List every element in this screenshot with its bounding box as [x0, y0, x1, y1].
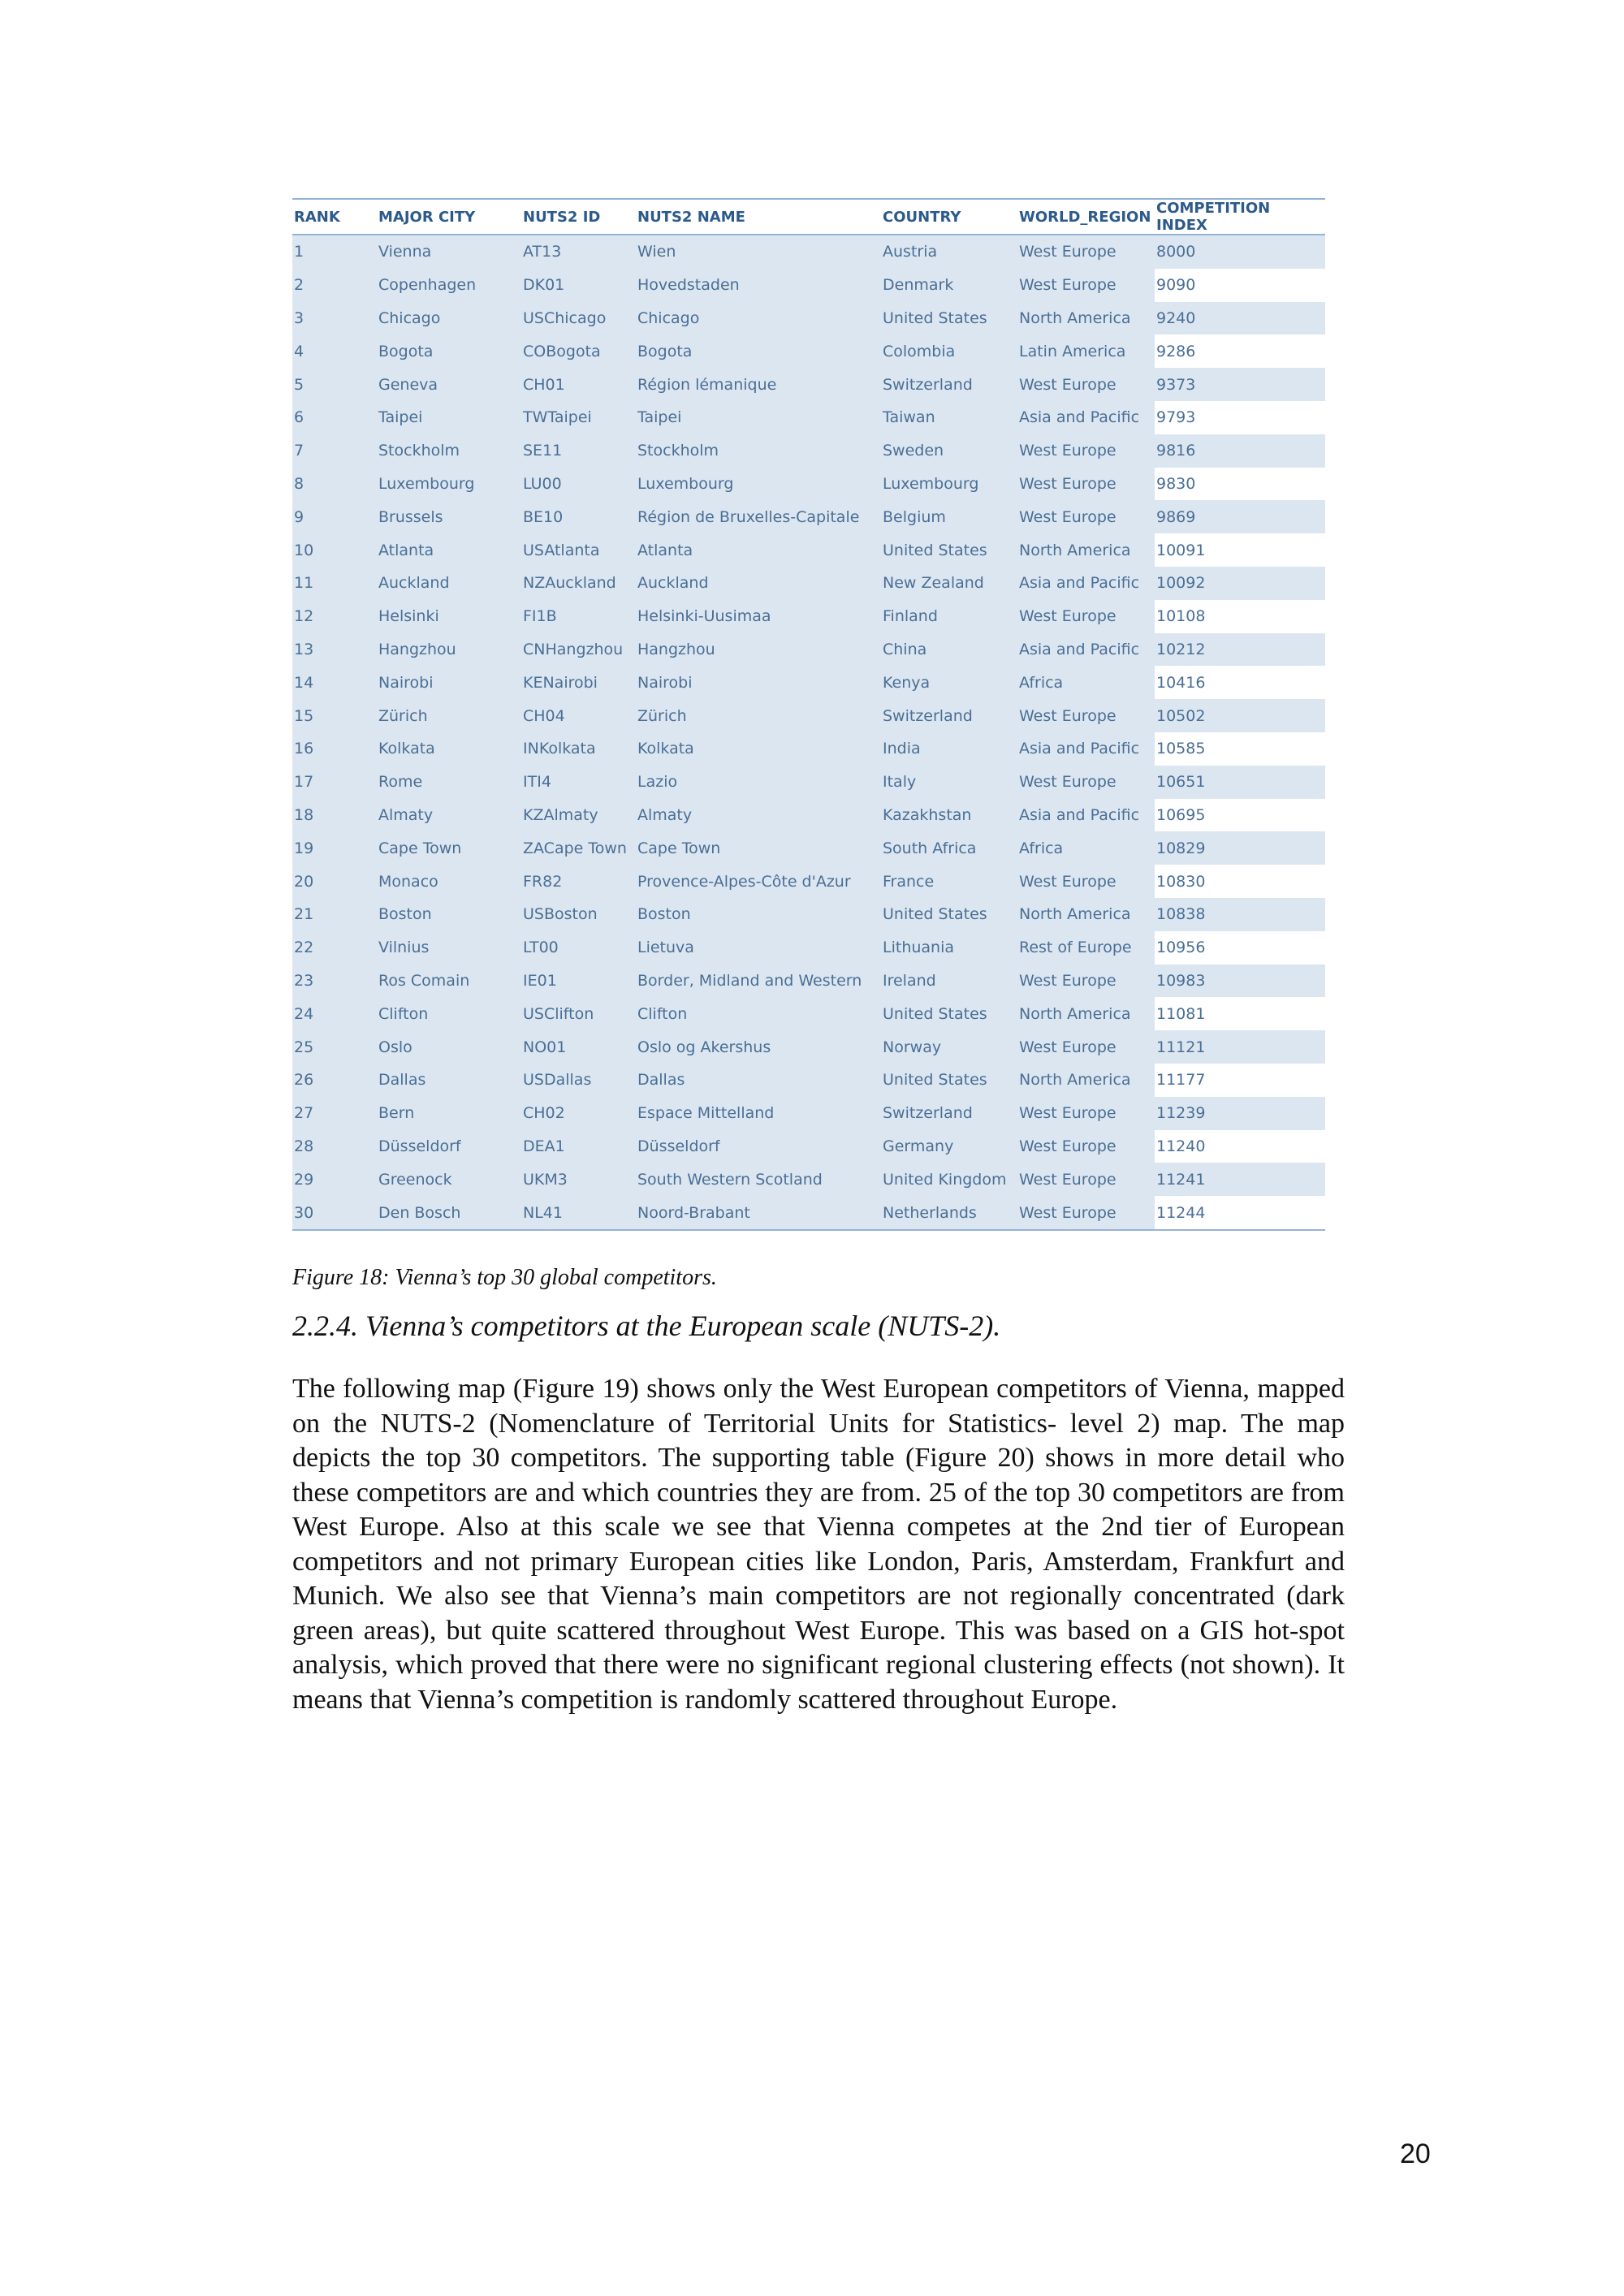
table-cell: BE10 [521, 500, 636, 533]
table-cell: Switzerland [881, 1097, 1017, 1130]
table-cell: 2 [292, 269, 377, 302]
table-row [292, 865, 1325, 898]
table-cell: Rest of Europe [1017, 931, 1155, 965]
table-cell: Denmark [881, 269, 1017, 302]
table-row [292, 500, 1325, 533]
table-cell: 20 [292, 865, 377, 898]
table-cell: 4 [292, 334, 377, 368]
table-cell: 30 [292, 1196, 377, 1230]
table-cell: Kolkata [377, 732, 521, 766]
table-cell: 1 [292, 235, 377, 269]
table-cell: Provence-Alpes-Côte d'Azur [636, 865, 881, 898]
table-cell: ITI4 [521, 766, 636, 799]
table-cell: Bern [377, 1097, 521, 1130]
table-cell: Vilnius [377, 931, 521, 965]
column-header: COMPETITION INDEX [1155, 199, 1325, 235]
table-cell: Ros Comain [377, 965, 521, 998]
table-cell: South Africa [881, 831, 1017, 865]
table-cell: Oslo og Akershus [636, 1030, 881, 1064]
table-cell: 28 [292, 1130, 377, 1163]
table-cell: Hovedstaden [636, 269, 881, 302]
section-heading: 2.2.4. Vienna’s competitors at the European scale (NUTS-2). [292, 1310, 1001, 1342]
table-cell: KENairobi [521, 666, 636, 699]
table-cell: 8 [292, 468, 377, 501]
table-cell: North America [1017, 533, 1155, 567]
table-cell: 10092 [1155, 567, 1325, 600]
table-cell: USChicago [521, 302, 636, 335]
table-cell: West Europe [1017, 235, 1155, 269]
table-cell: West Europe [1017, 600, 1155, 633]
table-cell: Border, Midland and Western [636, 965, 881, 998]
table-cell: ZACape Town [521, 831, 636, 865]
table-row [292, 732, 1325, 766]
table-cell: Helsinki-Uusimaa [636, 600, 881, 633]
table-cell: North America [1017, 1064, 1155, 1097]
table-row [292, 1163, 1325, 1196]
table-cell: 10585 [1155, 732, 1325, 766]
table-cell: 10830 [1155, 865, 1325, 898]
table-cell: Auckland [636, 567, 881, 600]
table-cell: CH02 [521, 1097, 636, 1130]
table-cell: Almaty [636, 799, 881, 832]
table-row [292, 600, 1325, 633]
table-cell: Kenya [881, 666, 1017, 699]
table-row [292, 633, 1325, 667]
table-cell: NL41 [521, 1196, 636, 1230]
table-row [292, 1064, 1325, 1097]
table-cell: Boston [377, 898, 521, 931]
table-row [292, 1130, 1325, 1163]
table-row [292, 699, 1325, 732]
table-cell: 29 [292, 1163, 377, 1196]
table-cell: Belgium [881, 500, 1017, 533]
table-cell: 12 [292, 600, 377, 633]
table-row [292, 269, 1325, 302]
table-cell: North America [1017, 302, 1155, 335]
table-cell: Taiwan [881, 401, 1017, 434]
table-cell: Den Bosch [377, 1196, 521, 1230]
table-row [292, 334, 1325, 368]
table-cell: Cape Town [377, 831, 521, 865]
table-cell: Asia and Pacific [1017, 567, 1155, 600]
table-cell: Noord-Brabant [636, 1196, 881, 1230]
table-cell: Dallas [636, 1064, 881, 1097]
table-cell: 9816 [1155, 434, 1325, 468]
table-cell: USAtlanta [521, 533, 636, 567]
table-cell: USBoston [521, 898, 636, 931]
table-cell: Austria [881, 235, 1017, 269]
table-cell: 10956 [1155, 931, 1325, 965]
table-cell: UKM3 [521, 1163, 636, 1196]
table-cell: 16 [292, 732, 377, 766]
table-cell: Luxembourg [881, 468, 1017, 501]
table-cell: United States [881, 533, 1017, 567]
table-cell: Finland [881, 600, 1017, 633]
table-cell: Chicago [636, 302, 881, 335]
table-cell: USClifton [521, 997, 636, 1030]
table-cell: West Europe [1017, 1030, 1155, 1064]
table-row [292, 898, 1325, 931]
table-cell: COBogota [521, 334, 636, 368]
table-cell: North America [1017, 898, 1155, 931]
table-row [292, 1196, 1325, 1230]
table-cell: 9373 [1155, 368, 1325, 401]
table-cell: 9 [292, 500, 377, 533]
table-cell: 9793 [1155, 401, 1325, 434]
figure-caption: Figure 18: Vienna’s top 30 global competitors. [292, 1265, 717, 1290]
table-cell: West Europe [1017, 1097, 1155, 1130]
table-cell: West Europe [1017, 368, 1155, 401]
table-cell: Norway [881, 1030, 1017, 1064]
table-cell: Atlanta [636, 533, 881, 567]
table-row [292, 997, 1325, 1030]
table-cell: 9869 [1155, 500, 1325, 533]
table-cell: West Europe [1017, 434, 1155, 468]
table-cell: 18 [292, 799, 377, 832]
table-cell: Sweden [881, 434, 1017, 468]
table-cell: 19 [292, 831, 377, 865]
table-cell: USDallas [521, 1064, 636, 1097]
table-cell: NO01 [521, 1030, 636, 1064]
table-row [292, 235, 1325, 269]
table-cell: Wien [636, 235, 881, 269]
table-cell: China [881, 633, 1017, 667]
table-cell: Espace Mittelland [636, 1097, 881, 1130]
table-cell: Clifton [377, 997, 521, 1030]
table-cell: Latin America [1017, 334, 1155, 368]
table-cell: Région de Bruxelles-Capitale [636, 500, 881, 533]
table-cell: 10838 [1155, 898, 1325, 931]
table-cell: 14 [292, 666, 377, 699]
table-cell: Oslo [377, 1030, 521, 1064]
table-cell: DEA1 [521, 1130, 636, 1163]
table-cell: 25 [292, 1030, 377, 1064]
table-row [292, 799, 1325, 832]
table-cell: 7 [292, 434, 377, 468]
table-cell: West Europe [1017, 766, 1155, 799]
table-cell: United States [881, 1064, 1017, 1097]
table-cell: Asia and Pacific [1017, 633, 1155, 667]
table-cell: Chicago [377, 302, 521, 335]
table-cell: Stockholm [636, 434, 881, 468]
table-cell: 8000 [1155, 235, 1325, 269]
table-cell: Helsinki [377, 600, 521, 633]
column-header: MAJOR CITY [377, 199, 521, 235]
table-row [292, 533, 1325, 567]
table-cell: West Europe [1017, 1163, 1155, 1196]
table-cell: Ireland [881, 965, 1017, 998]
table-cell: Zürich [377, 699, 521, 732]
table-cell: 10651 [1155, 766, 1325, 799]
table-cell: 9286 [1155, 334, 1325, 368]
table-cell: LT00 [521, 931, 636, 965]
table-cell: 10108 [1155, 600, 1325, 633]
table-cell: 11244 [1155, 1196, 1325, 1230]
table-cell: 11177 [1155, 1064, 1325, 1097]
table-cell: Lithuania [881, 931, 1017, 965]
table-cell: New Zealand [881, 567, 1017, 600]
table-cell: 11241 [1155, 1163, 1325, 1196]
table-cell: 5 [292, 368, 377, 401]
table-row [292, 302, 1325, 335]
table-cell: 11240 [1155, 1130, 1325, 1163]
table-cell: 9090 [1155, 269, 1325, 302]
table-cell: West Europe [1017, 500, 1155, 533]
table-cell: West Europe [1017, 865, 1155, 898]
table-cell: FI1B [521, 600, 636, 633]
table-cell: United States [881, 302, 1017, 335]
table-row [292, 434, 1325, 468]
table-cell: CH01 [521, 368, 636, 401]
table-cell: Taipei [636, 401, 881, 434]
table-cell: 11081 [1155, 997, 1325, 1030]
table-cell: West Europe [1017, 1130, 1155, 1163]
table-cell: Boston [636, 898, 881, 931]
table-cell: West Europe [1017, 1196, 1155, 1230]
table-cell: Brussels [377, 500, 521, 533]
table-cell: South Western Scotland [636, 1163, 881, 1196]
table-cell: Italy [881, 766, 1017, 799]
column-header: NUTS2 NAME [636, 199, 881, 235]
table-cell: 27 [292, 1097, 377, 1130]
table-row [292, 401, 1325, 434]
table-cell: Atlanta [377, 533, 521, 567]
body-paragraph: The following map (Figure 19) shows only the West European competitors of Vienna, mapped on the NUTS-2 (Nomenclature of Territorial Units for Statistics- level 2) map. The map depicts the top 30 competitors. The supporting table (Figure 20) shows in more detail who these competitors are and which countries they are from. 25 of the top 30 competitors are from West Europe. Also at this scale we see that Vienna competes at the 2nd tier of European competitors and not primary European cities like London, Paris, Amsterdam, Frankfurt and Munich. We also see that Vienna’s main competitors are not regionally concentrated (dark green areas), but quite scattered throughout West Europe. This was based on a GIS hot-spot analysis, which proved that there were no significant regional clustering effects (not shown). It means that Vienna’s competition is randomly scattered throughout Europe. [292, 1374, 1345, 1715]
table-cell: 10091 [1155, 533, 1325, 567]
table-cell: TWTaipei [521, 401, 636, 434]
table-cell: United States [881, 997, 1017, 1030]
column-header: RANK [292, 199, 377, 235]
table-row [292, 567, 1325, 600]
table-row [292, 831, 1325, 865]
table-cell: Bogota [636, 334, 881, 368]
table-cell: CNHangzhou [521, 633, 636, 667]
table-cell: 10 [292, 533, 377, 567]
table-cell: 10695 [1155, 799, 1325, 832]
table-cell: Luxembourg [377, 468, 521, 501]
table-cell: Hangzhou [636, 633, 881, 667]
table-cell: Asia and Pacific [1017, 732, 1155, 766]
table-cell: Asia and Pacific [1017, 401, 1155, 434]
page-number: 20 [1400, 2138, 1431, 2169]
table-cell: United States [881, 898, 1017, 931]
table-cell: SE11 [521, 434, 636, 468]
table-cell: CH04 [521, 699, 636, 732]
table-row [292, 1097, 1325, 1130]
table-cell: 10502 [1155, 699, 1325, 732]
table-cell: Greenock [377, 1163, 521, 1196]
table-cell: North America [1017, 997, 1155, 1030]
table-cell: 10212 [1155, 633, 1325, 667]
table-cell: Germany [881, 1130, 1017, 1163]
table-cell: FR82 [521, 865, 636, 898]
table-cell: 10829 [1155, 831, 1325, 865]
column-header: NUTS2 ID [521, 199, 636, 235]
column-header: COUNTRY [881, 199, 1017, 235]
table-cell: West Europe [1017, 699, 1155, 732]
table-cell: 15 [292, 699, 377, 732]
table-cell: Switzerland [881, 699, 1017, 732]
table-cell: Cape Town [636, 831, 881, 865]
table-cell: Colombia [881, 334, 1017, 368]
table-cell: Stockholm [377, 434, 521, 468]
table-cell: Netherlands [881, 1196, 1017, 1230]
table-cell: United Kingdom [881, 1163, 1017, 1196]
table-cell: Düsseldorf [377, 1130, 521, 1163]
table-cell: 11239 [1155, 1097, 1325, 1130]
table-cell: Dallas [377, 1064, 521, 1097]
table-cell: 22 [292, 931, 377, 965]
table-cell: France [881, 865, 1017, 898]
table-cell: Auckland [377, 567, 521, 600]
table-cell: 9830 [1155, 468, 1325, 501]
table-cell: AT13 [521, 235, 636, 269]
table-cell: Asia and Pacific [1017, 799, 1155, 832]
table-cell: Rome [377, 766, 521, 799]
table-cell: Düsseldorf [636, 1130, 881, 1163]
table-cell: Africa [1017, 831, 1155, 865]
table-cell: Taipei [377, 401, 521, 434]
table-cell: Lietuva [636, 931, 881, 965]
table-cell: 26 [292, 1064, 377, 1097]
table-cell: Monaco [377, 865, 521, 898]
table-cell: DK01 [521, 269, 636, 302]
table-cell: KZAlmaty [521, 799, 636, 832]
table-cell: INKolkata [521, 732, 636, 766]
table-cell: 23 [292, 965, 377, 998]
column-header: WORLD_REGION [1017, 199, 1155, 235]
table-cell: Luxembourg [636, 468, 881, 501]
table-row [292, 1030, 1325, 1064]
table-cell: 10983 [1155, 965, 1325, 998]
table-row [292, 368, 1325, 401]
table-cell: Clifton [636, 997, 881, 1030]
table-cell: Nairobi [636, 666, 881, 699]
table-cell: 11 [292, 567, 377, 600]
table-cell: 9240 [1155, 302, 1325, 335]
table-cell: West Europe [1017, 965, 1155, 998]
table-cell: 21 [292, 898, 377, 931]
table-cell: Zürich [636, 699, 881, 732]
table-row [292, 468, 1325, 501]
table-cell: Lazio [636, 766, 881, 799]
table-cell: 3 [292, 302, 377, 335]
table-row [292, 965, 1325, 998]
table-cell: 10416 [1155, 666, 1325, 699]
competitors-table-figure [292, 198, 1325, 1231]
table-cell: Copenhagen [377, 269, 521, 302]
table-cell: IE01 [521, 965, 636, 998]
table-cell: Almaty [377, 799, 521, 832]
table-cell: LU00 [521, 468, 636, 501]
table-row [292, 766, 1325, 799]
table-cell: Kazakhstan [881, 799, 1017, 832]
table-cell: Kolkata [636, 732, 881, 766]
table-cell: 17 [292, 766, 377, 799]
table-cell: 24 [292, 997, 377, 1030]
table-cell: West Europe [1017, 269, 1155, 302]
table-cell: Région lémanique [636, 368, 881, 401]
table-row [292, 931, 1325, 965]
table-cell: Switzerland [881, 368, 1017, 401]
table-cell: Geneva [377, 368, 521, 401]
table-cell: Vienna [377, 235, 521, 269]
table-cell: 13 [292, 633, 377, 667]
table-cell: NZAuckland [521, 567, 636, 600]
table-cell: Africa [1017, 666, 1155, 699]
competitors-table [292, 198, 1325, 1231]
table-cell: India [881, 732, 1017, 766]
table-cell: Hangzhou [377, 633, 521, 667]
table-header-row [292, 199, 1325, 235]
table-cell: 11121 [1155, 1030, 1325, 1064]
table-cell: 6 [292, 401, 377, 434]
table-body [292, 235, 1325, 1230]
table-cell: West Europe [1017, 468, 1155, 501]
table-cell: Bogota [377, 334, 521, 368]
table-row [292, 666, 1325, 699]
table-cell: Nairobi [377, 666, 521, 699]
